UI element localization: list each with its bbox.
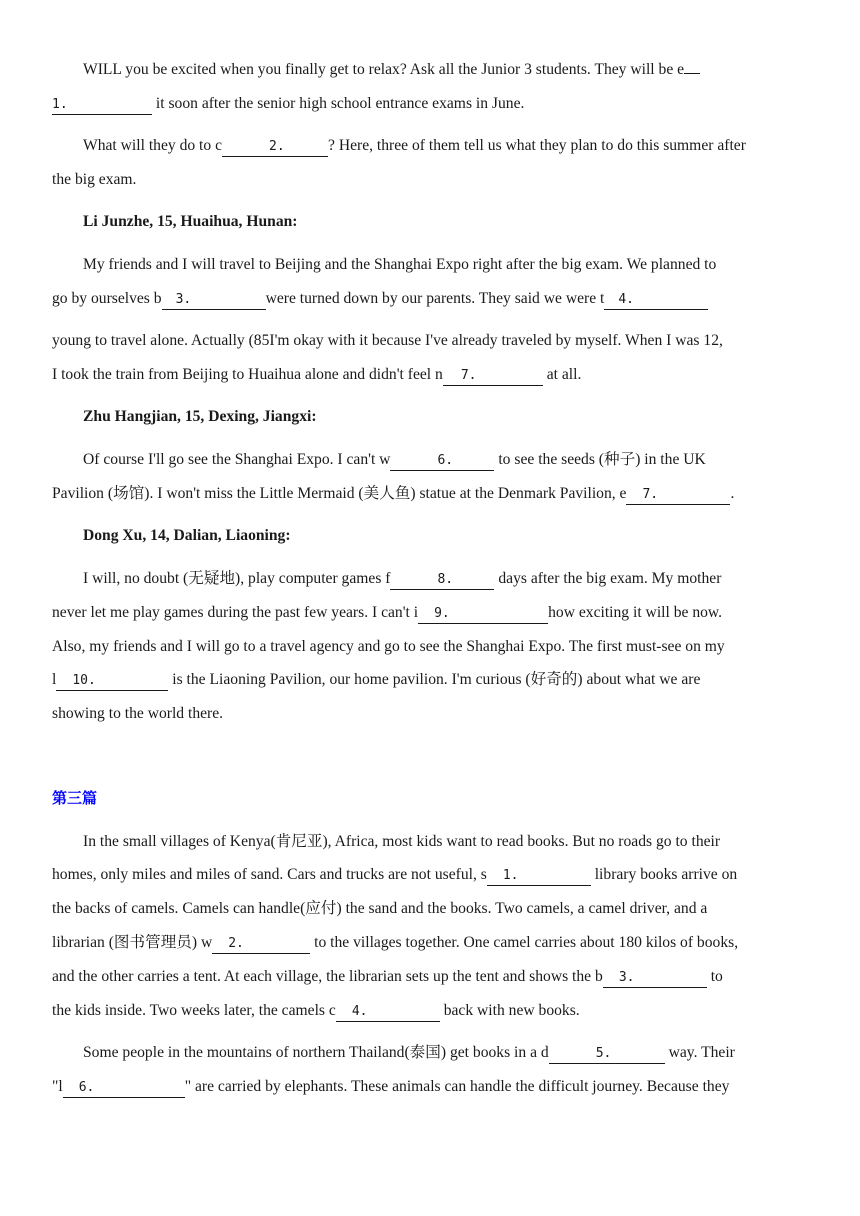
answer-blank-6[interactable]: 6. — [390, 452, 494, 471]
paragraph-line: homes, only miles and miles of sand. Cars and trucks are not useful, s 1. library books arrive on — [52, 858, 812, 892]
paragraph-line: What will they do to c 2. ? Here, three of them tell us what they plan to do this summer after — [52, 129, 812, 163]
paragraph-line: Of course I'll go see the Shanghai Expo. I can't w 6. to see the seeds (种子) in the UK — [52, 443, 812, 477]
paragraph-line: young to travel alone. Actually (85I'm okay with it because I've already traveled by myself. When I was 12, — [52, 332, 723, 349]
answer-blank-p3-6[interactable]: 6. — [63, 1079, 185, 1098]
answer-blank-7b[interactable]: 7. — [626, 486, 730, 505]
answer-blank-p3-5[interactable]: 5. — [549, 1045, 665, 1064]
speaker-heading: Li Junzhe, 15, Huaihua, Hunan: — [83, 213, 298, 230]
paragraph-line: In the small villages of Kenya(肯尼亚), Africa, most kids want to read books. But no roads go to their — [83, 833, 721, 850]
speaker-heading: Zhu Hangjian, 15, Dexing, Jiangxi: — [83, 408, 317, 425]
paragraph-line: 1. it soon after the senior high school entrance exams in June. — [52, 87, 812, 121]
answer-blank-p3-3[interactable]: 3. — [603, 969, 707, 988]
paragraph-line: and the other carries a tent. At each village, the librarian sets up the tent and shows the b 3. to — [52, 960, 812, 994]
answer-blank-stub[interactable] — [684, 73, 700, 74]
answer-blank-4[interactable]: 4. — [604, 291, 708, 310]
paragraph-line: the kids inside. Two weeks later, the camels c 4. back with new books. — [52, 994, 812, 1028]
paragraph-line: I will, no doubt (无疑地), play computer games f 8. days after the big exam. My mother — [52, 562, 812, 596]
answer-blank-10[interactable]: 10. — [56, 672, 168, 691]
answer-blank-p3-4[interactable]: 4. — [336, 1003, 440, 1022]
paragraph-line: Some people in the mountains of northern Thailand(泰国) get books in a d 5. way. Their — [52, 1036, 812, 1070]
answer-blank-p3-2[interactable]: 2. — [212, 935, 310, 954]
paragraph-line: the big exam. — [52, 171, 137, 188]
paragraph-line: "l 6. " are carried by elephants. These animals can handle the difficult journey. Because they — [52, 1070, 812, 1104]
speaker-heading: Dong Xu, 14, Dalian, Liaoning: — [83, 527, 291, 544]
answer-blank-2[interactable]: 2. — [222, 138, 328, 157]
paragraph-line: I took the train from Beijing to Huaihua alone and didn't feel n 7. at all. — [52, 358, 812, 392]
answer-blank-1[interactable]: 1. — [52, 96, 152, 115]
paragraph-line: never let me play games during the past few years. I can't i 9. how exciting it will be now. — [52, 596, 812, 630]
answer-blank-3[interactable]: 3. — [162, 291, 266, 310]
answer-blank-8[interactable]: 8. — [390, 571, 494, 590]
answer-blank-p3-1[interactable]: 1. — [487, 867, 591, 886]
section-heading: 第三篇 — [52, 789, 98, 807]
paragraph-line: Pavilion (场馆). I won't miss the Little Mermaid (美人鱼) statue at the Denmark Pavilion, e 7. . — [52, 477, 812, 511]
paragraph-line: WILL you be excited when you finally get to relax? Ask all the Junior 3 students. They will be e — [52, 53, 812, 87]
paragraph-line: My friends and I will travel to Beijing and the Shanghai Expo right after the big exam. We planned to — [83, 256, 717, 273]
paragraph-line: showing to the world there. — [52, 705, 224, 722]
paragraph-line: Also, my friends and I will go to a travel agency and go to see the Shanghai Expo. The first must-see on my — [52, 638, 725, 655]
paragraph-line: go by ourselves b 3. were turned down by our parents. They said we were t 4. — [52, 282, 812, 316]
answer-blank-7a[interactable]: 7. — [443, 367, 543, 386]
answer-blank-9[interactable]: 9. — [418, 605, 548, 624]
paragraph-line: l 10. is the Liaoning Pavilion, our home pavilion. I'm curious (好奇的) about what we are — [52, 663, 812, 697]
paragraph-line: the backs of camels. Camels can handle(应付) the sand and the books. Two camels, a camel driver, and a — [52, 900, 708, 917]
paragraph-line: librarian (图书管理员) w 2. to the villages together. One camel carries about 180 kilos of books, — [52, 926, 812, 960]
